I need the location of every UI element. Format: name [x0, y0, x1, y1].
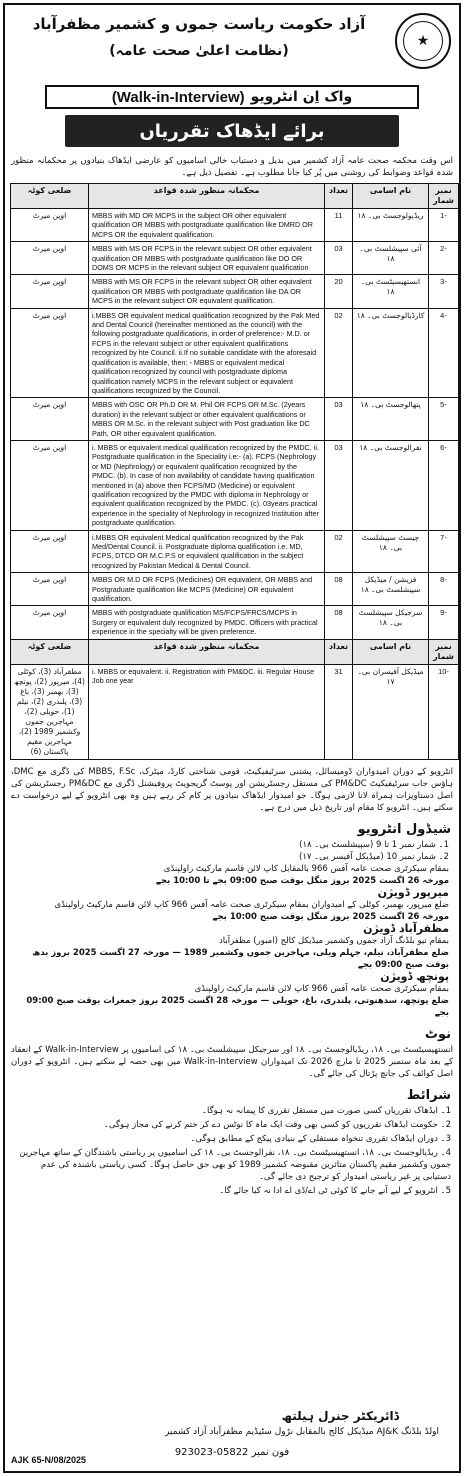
- row-post-title: چیسٹ سپیشلسٹ بی۔ ۱۸: [353, 530, 429, 573]
- row-quota: اوپن میرٹ: [11, 398, 89, 441]
- emblem-icon: ★: [403, 21, 443, 61]
- row-post-title: انستھیسیٹسٹ بی۔ ۱۸: [353, 275, 429, 308]
- row-post-title: ریڈیولوجسٹ بی۔ ۱۸: [353, 209, 429, 242]
- note-heading: نوٹ: [424, 1026, 451, 1042]
- advertisement-page: [3, 3, 461, 1473]
- table-row: [11, 573, 459, 606]
- condition-item: 3۔ دوران ایڈھاک تقرری تنخواہ مستقلی کے بنیادی پیکج کے مطابق ہوگی۔: [190, 1133, 451, 1144]
- row-quota: اوپن میرٹ: [11, 242, 89, 275]
- row-qualification: MBBS with MS OR FCPS in the relevant subject OR other equivalent qualification OR MBBS with postgraduate qualification like DO OR DOMS OR MCPS in the relevant subject OR equivalent qualification: [89, 242, 325, 275]
- row-serial: -4: [429, 308, 459, 398]
- office-address: اولڈ بلڈنگ AJ&K میڈیکل کالج بالمقابل نڑول سٹیڈیم مظفرآباد آزاد کشمیر: [165, 1427, 439, 1437]
- condition-item: 4۔ ریڈیالوجسٹ بی۔ ۱۸، انستھیسیٹسٹ بی۔ ۱۸، نفرالوجسٹ بی۔ ۱۸ کی اسامیوں پر ریاستی باشندگان کے ساتھ مہاجرین جموں وکشمیر مقیم پاکستان متاثرین مقبوضہ کشمیر 1989 کو بھی حق حاصل ہوگا۔ کسی ریاستی باشندہ کی عدم دستیابی پر غیر ریاستی امیدوار کو ترجیح دی جائے گی۔: [19, 1147, 451, 1182]
- schedule-date-1: مورخہ 26 اگست 2025 بروز منگل بوقت صبح 09:00 بجے تا 10:00 بجے: [155, 875, 449, 886]
- col-quota-2: ضلعی کوٹہ: [11, 639, 89, 664]
- row-serial: -5: [429, 398, 459, 441]
- table-row: [11, 398, 459, 441]
- table-row: [11, 664, 459, 759]
- row-qualification: MBBS OR M.D OR FCPS (Medicines) OR equivalent, OR MBBS and Postgraduate qualification like MCPS (Medicine) OR equivalent qualification.: [89, 573, 325, 606]
- division-poonch: پونچھ ڈویژن: [380, 969, 449, 983]
- row-serial: -3: [429, 275, 459, 308]
- table-row: [11, 308, 459, 398]
- row-count: 03: [325, 242, 353, 275]
- row-quota: اوپن میرٹ: [11, 606, 89, 639]
- schedule-item-1: 1۔ شمار نمبر 1 تا 9 (سپیشلسٹ بی۔ ۱۸): [299, 839, 449, 850]
- row-serial: -10: [429, 664, 459, 759]
- walkin-english: (Walk-in-Interview): [111, 88, 245, 106]
- row-quota: اوپن میرٹ: [11, 308, 89, 398]
- row-quota: اوپن میرٹ: [11, 209, 89, 242]
- table-row: [11, 275, 459, 308]
- row-quota: اوپن میرٹ: [11, 573, 89, 606]
- walkin-urdu: واک اِن انٹرویو: [250, 89, 353, 105]
- header: [5, 5, 459, 79]
- row-serial: -7: [429, 530, 459, 573]
- row-count: 08: [325, 606, 353, 639]
- row-post-title: آئی سپیشلسٹ بی۔ ۱۸: [353, 242, 429, 275]
- row-qualification: i.MBBS OR equivalent medical qualification recognized by the Pak Med and Dental Council (hereinafter mentioned as the council) with the following postgraduate qualifications, in order of preference:- M.D. or FCPS in the relevant subject or other equivalent qualifications recognized by hte Council. ii.If no suitable candidate with the aforesaid qualification is available, then: - MBBS or equivalent medical qualification recognized by council with postgraduate diploma qualification namely MCPS in the relevant subject or equivalent qualifications recognized by the Council.: [89, 308, 325, 398]
- table-row: [11, 242, 459, 275]
- row-qualification: MBBS with MD OR MCPS in the subject OR other equivalent qualification OR MBBS with postgraduate qualification like DMRD OR MCPS OR the equivalent qualification.: [89, 209, 325, 242]
- posts-table: [10, 183, 459, 760]
- conditions-list: [13, 1105, 451, 1197]
- row-serial: -1: [429, 209, 459, 242]
- signatory-title: ڈائریکٹر جنرل ہیلتھ: [281, 1409, 399, 1423]
- col-count: تعداد: [325, 184, 353, 209]
- division-mirpur: میرپور ڈویژن: [377, 885, 449, 899]
- schedule-item-2: 2۔ شمار نمبر 10 (میڈیکل آفیسر بی۔ ۱۷): [299, 851, 449, 862]
- table-row: [11, 209, 459, 242]
- note-text: انستھیسیٹسٹ بی۔ ۱۸، ریڈیالوجسٹ بی۔ ۱۸ اور سرجیکل سپیشلسٹ بی۔ ۱۸ کی اسامیوں پر Walk-in-Interview کے انعقاد کے بعد ماہ ستمبر 2025 تا مارچ 2026 تک امیدواران Walk-in-Interview میں بھی حصہ لے سکتے ہیں۔ انٹرویو کے دوران اصل کوائف کی جانچ پڑتال کی جائے گی۔: [11, 1044, 454, 1079]
- table-row: [11, 530, 459, 573]
- row-post-title: نفرالوجسٹ بی۔ ۱۸: [353, 440, 429, 530]
- row-count: 03: [325, 398, 353, 441]
- row-quota: اوپن میرٹ: [11, 275, 89, 308]
- schedule-date-2: ضلع مظفرآباد، نیلم، جہلم ویلی، مہاجرین جموں وکشمیر 1989 — مورخہ 27 اگست 2025 بروز بدھ بوقت صبح 09:00 بجے: [32, 947, 449, 970]
- schedule-date-3: ضلع پونچھ، سدھنوتی، پلندری، باغ، حویلی — مورخہ 28 اگست 2025 بروز جمعرات بوقت صبح 09:00 بجے: [26, 995, 449, 1018]
- reference-number: AJK 65-N/08/2025: [11, 1455, 87, 1465]
- government-emblem: [395, 13, 451, 69]
- row-post-title: کارڈیالوجسٹ بی۔ ۱۸: [353, 308, 429, 398]
- row-post-title: میڈیکل آفیسران بی۔ ۱۷: [353, 664, 429, 759]
- schedule-venue-2: بمقام نیو بلڈنگ آزاد جموں وکشمیر میڈیکل کالج (امبور) مظفرآباد: [218, 935, 449, 946]
- col-quota: ضلعی کوٹہ: [11, 184, 89, 209]
- condition-item: 5۔ انٹرویو کے لیے آنے جانے کا کوئی ٹی اے/ڈی اے ادا نہ کیا جائے گا۔: [219, 1185, 451, 1196]
- row-serial: -8: [429, 573, 459, 606]
- row-count: 11: [325, 209, 353, 242]
- row-count: 02: [325, 530, 353, 573]
- schedule-heading: شیڈول انٹرویو: [357, 821, 451, 837]
- government-title: آزاد حکومت ریاست جموں و کشمیر مظفرآباد: [32, 15, 366, 33]
- schedule-venue-1: بمقام سیکرٹری صحت عامہ آفس 966 بالمقابل کاپ لائن قاسم مارکیٹ راولپنڈی: [163, 863, 449, 874]
- adhoc-banner: برائے ایڈھاک تقرریاں: [65, 115, 399, 147]
- condition-item: 2۔ حکومت ایڈھاک تقرریوں کو کسی بھی وقت ایک ماہ کا نوٹس دے کر ختم کرنے کی مجاز ہوگی۔: [103, 1119, 451, 1130]
- col-post-2: نام اسامی: [353, 639, 429, 664]
- row-quota: اوپن میرٹ: [11, 530, 89, 573]
- table-header-row: [11, 184, 459, 209]
- table-row: [11, 606, 459, 639]
- table-header-row-2: [11, 639, 459, 664]
- row-serial: -6: [429, 440, 459, 530]
- col-serial-2: نمبر شمار: [429, 639, 459, 664]
- schedule-date-1b: مورخہ 26 اگست 2025 بروز منگل بوقت صبح 10:00 بجے: [212, 911, 449, 922]
- documents-note: انٹرویو کے دوران امیدواران ڈومیسائل، پشتنی سرٹیفیکیٹ، قومی شناختی کارڈ، میٹرک، MBBS, F.Sc کی ڈگری مع DMC، ہاؤس جاب سرٹیفیکیٹ PM&DC کی مستقل رجسٹریشن اور پوسٹ گریجویٹ پروفیشنل ڈگری مع PM&DC رجسٹریشن کی اصل دستاویزات ہمراہ لانا لازمی ہوگا۔ جو امیدوار ایڈھاک بنیادوں پر کام کر رہے ہیں وہ بھی انٹرویو کے لیے درخواست دے سکتے ہیں۔ انٹرویو کا مقام اور تاریخ ذیل میں درج ہے۔: [11, 766, 453, 813]
- schedule-venue-1b: ضلع میرپور، بھمبر، کوٹلی کے امیدواران بمقام سیکرٹری صحت عامہ آفس 966 کاپ لائن قاسم مارکیٹ راولپنڈی: [54, 899, 449, 910]
- row-qualification: MBBS with OSC OR Ph.D OR M. Phil OR FCPS OR M.Sc. (2years duration) in the relevant subject or other equivalent qualifications or MBBS OR M.Sc. in the relevant subject with Post graduation like DC Path, OR other equivalent qualification.: [89, 398, 325, 441]
- row-qualification: i. MBBS or equivalent. ii. Registration with PM&DC. iii. Regular House Job one year: [89, 664, 325, 759]
- row-post-title: پتھالوجسٹ بی۔ ۱۸: [353, 398, 429, 441]
- row-count: 02: [325, 308, 353, 398]
- schedule-venue-3: بمقام سیکرٹری صحت عامہ آفس 966 کاپ لائن قاسم مارکیٹ راولپنڈی: [194, 983, 449, 994]
- row-count: 03: [325, 440, 353, 530]
- table-row: [11, 440, 459, 530]
- row-serial: -9: [429, 606, 459, 639]
- col-count-2: تعداد: [325, 639, 353, 664]
- row-quota: مظفرآباد (3)، کوٹلی (4)، میرپور (2)، پونچھ (3)، بھمبر (3)، باغ (3)، پلندری (2)، نیلم (1)، حویلی (2)، مہاجرین جموں وکشمیر 1989 (2)، مہاجرین مقیم پاکستان (6): [11, 664, 89, 759]
- row-qualification: i.MBBS OR equivalent Medical qualification recognized by the Pak Med/Dental Council. ii. Postgraduate diploma qualification i.e. MD, FCPS, DTCD OR M.C.P.S or equivalent qualification in the subject recognized by Pakistan Medical & Dental Council.: [89, 530, 325, 573]
- division-muzaffarabad: مظفرآباد ڈویژن: [363, 921, 449, 935]
- col-qualification: محکمانہ منظور شدہ قواعد: [89, 184, 325, 209]
- row-post-title: سرجیکل سپیشلسٹ بی۔ ۱۸: [353, 606, 429, 639]
- schedule-section: [15, 839, 449, 1019]
- condition-item: 1۔ ایڈھاک تقرریاں کسی صورت میں مستقل تقرری کا پیمانہ نہ ہوگا۔: [202, 1105, 451, 1116]
- row-count: 08: [325, 573, 353, 606]
- row-qualification: MBBS with MS OR FCPS in the relevant subject OR other equivalent qualification OR MBBS with postgraduate qualification like DA OR MCPS in the relevant subject OR equivalent qualification.: [89, 275, 325, 308]
- walkin-title: [45, 85, 419, 109]
- office-phone: فون نمبر 05822-923023: [174, 1447, 290, 1458]
- col-serial: نمبر شمار: [429, 184, 459, 209]
- row-count: 20: [325, 275, 353, 308]
- row-quota: اوپن میرٹ: [11, 440, 89, 530]
- row-count: 31: [325, 664, 353, 759]
- footer: [5, 1409, 459, 1471]
- row-qualification: i. MBBS or equivalent medical qualification recognized by the PMDC. ii. Postgraduate qualification in the Speciality i.e:- (a). FCPS (Nephrology or MD (Nephrology) or equivalent qualification recognized by the PMDC. (b). In case of non availability of candidate having qualification mentioned in (a) above then FCPS/MD (Medicine) or equivalent qualification recognized by the PMDC with diploma in Nephrology or equivalent qualification recognized by the PMDC. (c). 03years practical experience in the speciality of Nephrology in recognized Institution after postgraduate qualification.: [89, 440, 325, 530]
- col-post: نام اسامی: [353, 184, 429, 209]
- intro-text: اس وقت محکمہ صحت عامہ آزاد کشمیر میں بدیل و دستیاب خالی اسامیوں کو عارضی ایڈھاک بنیادوں پر محکمانہ منظور شدہ قواعد وضوابط کی روشنی میں پُر کیا جانا مطلوب ہے۔ تفصیل ذیل ہے۔: [11, 156, 453, 178]
- conditions-heading: شرائط: [406, 1087, 451, 1103]
- row-serial: -2: [429, 242, 459, 275]
- col-qualification-2: محکمانہ منظور شدہ قواعد: [89, 639, 325, 664]
- directorate-title: (نظامت اعلیٰ صحت عامہ): [109, 43, 289, 59]
- row-qualification: MBBS with postgraduate qualification MS/FCPS/FRCS/MCPS in Surgery or equivalent duly recognized by PMDC. Officers with practical experience in the specialty will be given preference.: [89, 606, 325, 639]
- row-post-title: فزیشن / میڈیکل سپیشلسٹ بی۔ ۱۸: [353, 573, 429, 606]
